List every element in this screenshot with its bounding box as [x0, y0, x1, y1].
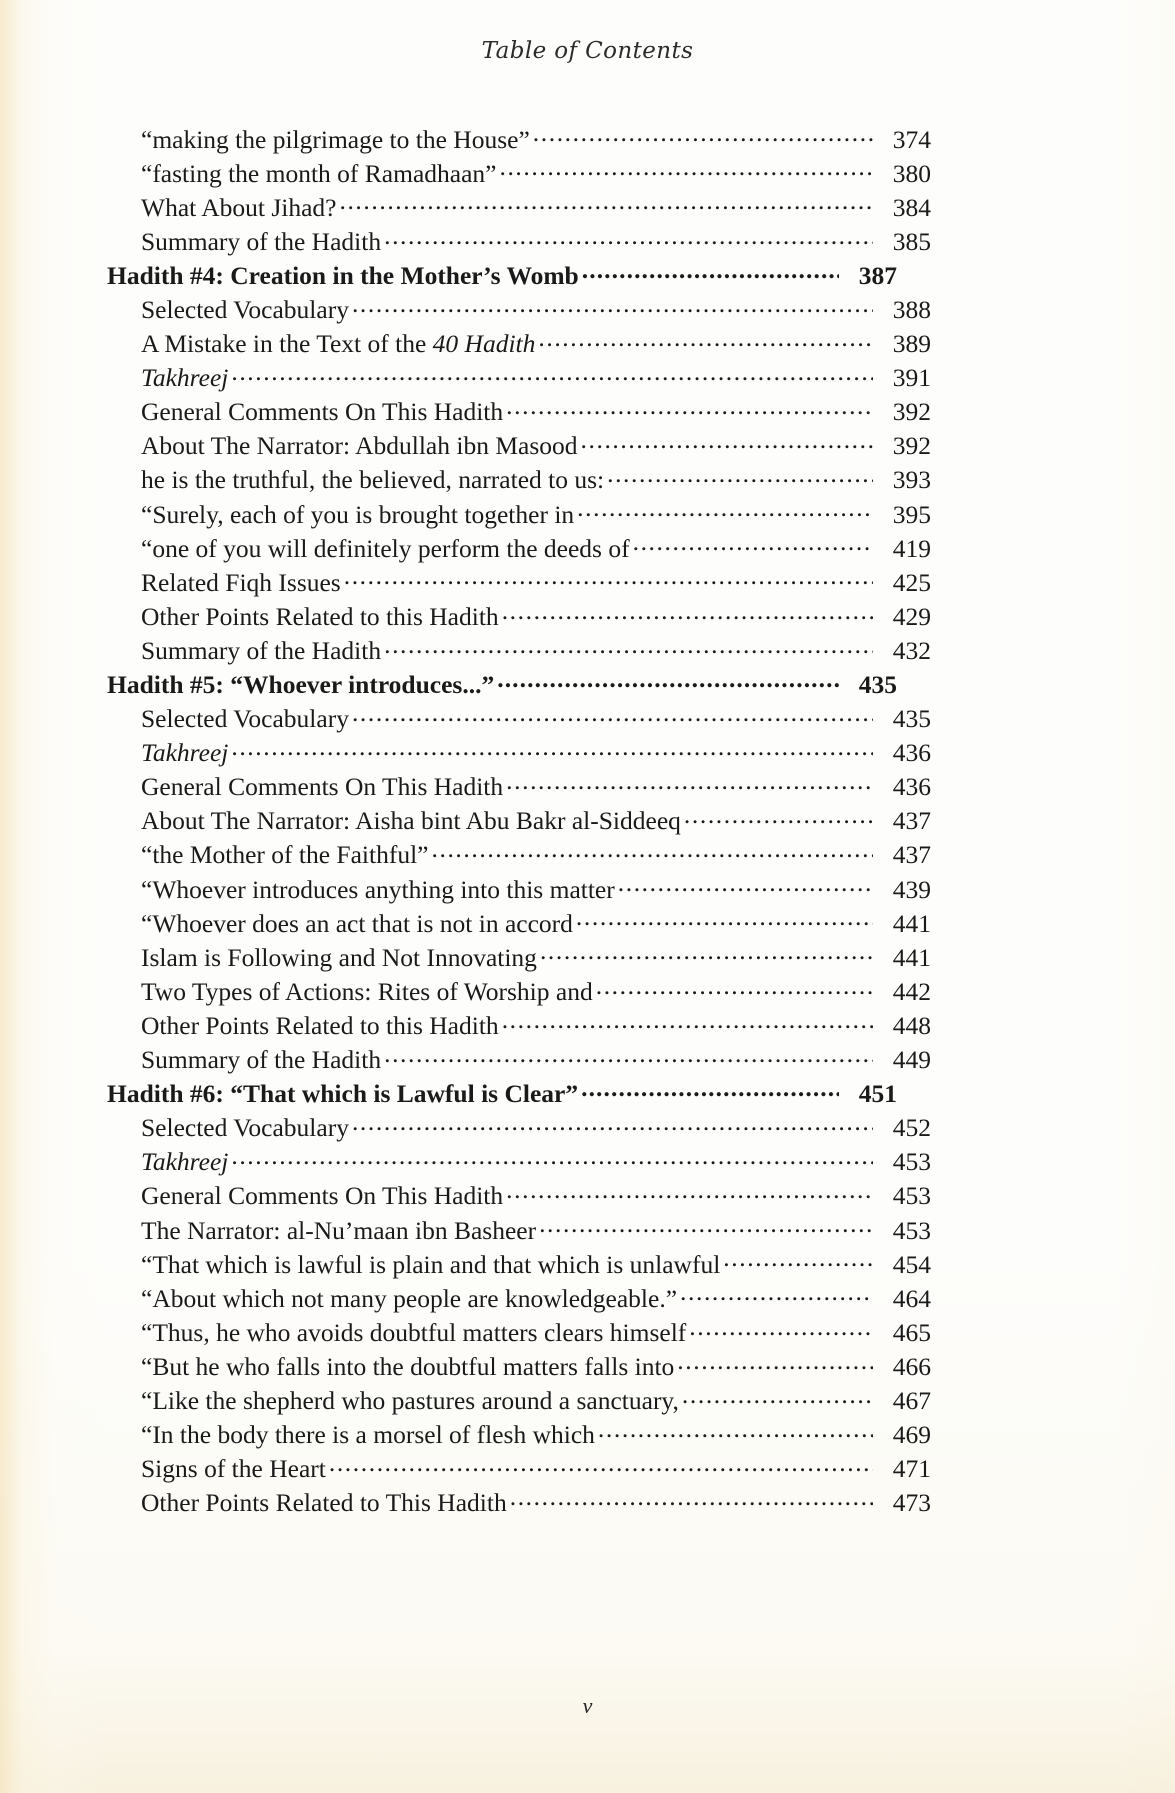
toc-entry-label: “Whoever does an act that is not in accord — [141, 908, 573, 938]
toc-page-number: 439 — [892, 874, 931, 904]
toc-entry[interactable] — [141, 531, 931, 565]
toc-dot-leader — [576, 906, 873, 932]
toc-entry-label: Hadith #6: “That which is Lawful is Clear” — [107, 1079, 579, 1109]
toc-dot-leader — [506, 395, 873, 421]
toc-dot-leader — [539, 1213, 873, 1239]
toc-entry-label: Signs of the Heart — [141, 1454, 326, 1484]
toc-dot-leader — [596, 974, 873, 1000]
toc-entry-label: “In the body there is a morsel of flesh which — [141, 1420, 595, 1450]
toc-entry-label: “Whoever introduces anything into this matter — [141, 874, 615, 904]
toc-page-number: 389 — [892, 329, 931, 359]
toc-entry-label: Summary of the Hadith — [141, 1045, 382, 1075]
toc-dot-leader — [581, 429, 873, 455]
toc-entry[interactable] — [141, 599, 931, 633]
toc-page-number: 436 — [892, 772, 931, 802]
toc-entry-label: “That which is lawful is plain and that which is unlawful — [141, 1249, 721, 1279]
toc-dot-leader — [510, 1486, 873, 1512]
toc-entry[interactable] — [141, 633, 931, 667]
toc-page-number: 473 — [892, 1488, 931, 1518]
toc-page-number: 425 — [892, 567, 931, 597]
toc-dot-leader — [581, 1077, 839, 1103]
toc-page-number: 391 — [892, 363, 931, 393]
toc-entry[interactable] — [141, 1145, 931, 1179]
toc-entry[interactable] — [141, 1008, 931, 1042]
toc-entry[interactable] — [141, 1383, 931, 1417]
toc-entry-label: Hadith #4: Creation in the Mother’s Womb — [107, 260, 579, 290]
toc-page-number: 454 — [892, 1249, 931, 1279]
toc-entry-label: Islam is Following and Not Innovating — [141, 942, 537, 972]
toc-page-number: 467 — [892, 1385, 931, 1415]
toc-entry[interactable] — [141, 190, 931, 224]
toc-entry-label: About The Narrator: Aisha bint Abu Bakr al-Siddeeq — [141, 806, 681, 836]
toc-entry-label: Other Points Related to this Hadith — [141, 601, 499, 631]
toc-entry[interactable] — [141, 1043, 931, 1077]
toc-page-number: 441 — [892, 942, 931, 972]
toc-entry[interactable] — [141, 1452, 931, 1486]
toc-dot-leader — [384, 224, 873, 250]
toc-page-number: 384 — [892, 192, 931, 222]
toc-entry[interactable] — [141, 1179, 931, 1213]
toc-entry-label: “About which not many people are knowledgeable.” — [141, 1283, 678, 1313]
toc-entry[interactable] — [141, 804, 931, 838]
toc-page-number: 395 — [892, 499, 931, 529]
toc-dot-leader — [352, 1111, 873, 1137]
toc-entry-label: “Surely, each of you is brought together in — [141, 499, 575, 529]
toc-page-number: 429 — [892, 601, 931, 631]
toc-entry-label: Hadith #5: “Whoever introduces...” — [107, 670, 495, 699]
toc-dot-leader — [502, 1008, 873, 1034]
toc-dot-leader — [633, 531, 873, 557]
toc-page-number: 432 — [892, 635, 931, 665]
toc-entry[interactable] — [141, 565, 931, 599]
toc-entry-label: Selected Vocabulary — [141, 1113, 349, 1143]
toc-page-number: 449 — [892, 1045, 931, 1075]
toc-dot-leader — [506, 770, 873, 796]
toc-entry[interactable] — [141, 327, 931, 361]
toc-entry[interactable] — [141, 974, 931, 1008]
toc-page-number: 441 — [892, 908, 931, 938]
toc-page-number: 437 — [892, 840, 931, 870]
toc-entry-label: What About Jihad? — [141, 192, 337, 222]
toc-dot-leader — [607, 463, 873, 489]
toc-entry-label: General Comments On This Hadith — [141, 1181, 504, 1211]
toc-page-number: 392 — [892, 397, 931, 427]
toc-page-number: 385 — [892, 226, 931, 256]
toc-entry-label: “one of you will definitely perform the deeds of — [141, 533, 630, 563]
toc-entry[interactable] — [141, 1315, 931, 1349]
toc-dot-leader — [618, 872, 873, 898]
toc-section-heading[interactable] — [107, 1077, 897, 1111]
table-of-contents-list — [107, 122, 931, 1520]
toc-page-number: 448 — [892, 1010, 931, 1040]
toc-dot-leader — [502, 599, 873, 625]
toc-entry-label — [141, 327, 537, 361]
toc-entry[interactable] — [141, 1418, 931, 1452]
toc-dot-leader — [352, 702, 873, 728]
toc-entry[interactable] — [141, 940, 931, 974]
toc-dot-leader — [231, 361, 873, 387]
toc-dot-leader — [339, 190, 873, 216]
toc-page-number: 437 — [892, 806, 931, 836]
toc-entry[interactable] — [141, 1281, 931, 1315]
toc-entry[interactable] — [141, 1486, 931, 1520]
toc-dot-leader — [384, 1043, 873, 1069]
page-folio-number: v — [582, 1693, 593, 1718]
toc-entry[interactable] — [141, 292, 931, 326]
toc-page-number: 452 — [892, 1113, 931, 1143]
toc-page-number: 435 — [892, 704, 931, 734]
toc-entry[interactable] — [141, 361, 931, 395]
toc-entry[interactable] — [141, 156, 931, 190]
toc-entry-label-text: A Mistake in the Text of the — [141, 329, 433, 359]
toc-dot-leader — [577, 497, 873, 523]
toc-dot-leader — [723, 1247, 873, 1273]
toc-entry-label: “Like the shepherd who pastures around a sanctuary, — [141, 1385, 679, 1415]
toc-dot-leader — [432, 838, 874, 864]
toc-entry[interactable] — [141, 395, 931, 429]
toc-entry-label: “Thus, he who avoids doubtful matters clears himself — [141, 1317, 687, 1347]
toc-entry[interactable] — [141, 702, 931, 736]
toc-entry-label: General Comments On This Hadith — [141, 397, 504, 427]
toc-entry[interactable] — [141, 1213, 931, 1247]
toc-dot-leader — [499, 156, 873, 182]
toc-entry-label: General Comments On This Hadith — [141, 772, 504, 802]
toc-page-number: 388 — [892, 294, 931, 324]
toc-dot-leader — [384, 633, 873, 659]
toc-dot-leader — [231, 1145, 873, 1171]
toc-dot-leader — [533, 122, 873, 148]
toc-page-number: 471 — [892, 1454, 931, 1484]
toc-entry[interactable] — [141, 224, 931, 258]
toc-entry-label: “But he who falls into the doubtful matters falls into — [141, 1351, 675, 1381]
toc-entry[interactable] — [141, 1111, 931, 1145]
toc-dot-leader — [344, 565, 873, 591]
toc-dot-leader — [582, 258, 839, 284]
toc-dot-leader — [506, 1179, 873, 1205]
toc-dot-leader — [689, 1315, 873, 1341]
toc-entry[interactable] — [141, 736, 931, 770]
toc-page-number: 453 — [892, 1181, 931, 1211]
toc-entry[interactable] — [141, 122, 931, 156]
toc-section-heading[interactable] — [107, 258, 897, 292]
toc-page-number: 453 — [892, 1215, 931, 1245]
toc-page-number: 380 — [892, 158, 931, 188]
toc-entry-label: Summary of the Hadith — [141, 226, 382, 256]
toc-dot-leader — [231, 736, 873, 762]
toc-entry-label-italic: 40 Hadith — [432, 329, 536, 359]
toc-entry-label: Takhreej — [141, 1147, 229, 1177]
toc-dot-leader — [684, 804, 873, 830]
toc-page-number: 451 — [858, 1079, 897, 1109]
toc-entry[interactable] — [141, 838, 931, 872]
toc-dot-leader — [598, 1418, 873, 1444]
toc-entry-label: Takhreej — [141, 363, 229, 393]
toc-entry-label: Other Points Related to this Hadith — [141, 1010, 499, 1040]
toc-entry[interactable] — [141, 1349, 931, 1383]
toc-entry-label: Two Types of Actions: Rites of Worship and — [141, 976, 593, 1006]
toc-entry-label: Summary of the Hadith — [141, 635, 382, 665]
toc-dot-leader — [682, 1383, 873, 1409]
toc-dot-leader — [677, 1349, 873, 1375]
toc-page-number: 442 — [892, 976, 931, 1006]
toc-entry[interactable] — [141, 463, 931, 497]
toc-entry[interactable] — [141, 1247, 931, 1281]
toc-entry-label: “fasting the month of Ramadhaan” — [141, 158, 497, 188]
toc-dot-leader — [329, 1452, 873, 1478]
toc-entry-label: About The Narrator: Abdullah ibn Masood — [141, 431, 578, 461]
toc-entry[interactable] — [141, 497, 931, 531]
toc-page-number: 453 — [892, 1147, 931, 1177]
toc-entry[interactable] — [141, 429, 931, 463]
toc-entry-label: Takhreej — [141, 738, 229, 768]
toc-page-number: 387 — [858, 260, 897, 290]
toc-dot-leader — [680, 1281, 873, 1307]
toc-page-number: 469 — [892, 1420, 931, 1450]
toc-page-number: 465 — [892, 1317, 931, 1347]
toc-entry-label: Selected Vocabulary — [141, 294, 349, 324]
toc-page-number: 374 — [892, 124, 931, 154]
toc-page-number: 419 — [892, 533, 931, 563]
toc-entry[interactable] — [141, 872, 931, 906]
toc-entry[interactable] — [141, 770, 931, 804]
toc-entry-label: Related Fiqh Issues — [141, 567, 341, 597]
toc-entry-label: “making the pilgrimage to the House” — [141, 124, 530, 154]
toc-page-number: 464 — [892, 1283, 931, 1313]
toc-page-number: 435 — [858, 670, 897, 699]
toc-dot-leader — [538, 327, 873, 353]
toc-entry-label: he is the truthful, the believed, narrated to us: — [141, 465, 605, 495]
toc-entry[interactable] — [141, 906, 931, 940]
toc-page-number: 393 — [892, 465, 931, 495]
running-head-title: Table of Contents — [481, 38, 694, 64]
toc-entry-label: Selected Vocabulary — [141, 704, 349, 734]
toc-dot-leader — [352, 292, 873, 318]
toc-entry-label: Other Points Related to This Hadith — [141, 1488, 507, 1518]
toc-page-number: 466 — [892, 1351, 931, 1381]
toc-section-heading[interactable] — [107, 668, 897, 702]
toc-dot-leader — [540, 940, 873, 966]
toc-page-number: 436 — [892, 738, 931, 768]
toc-entry-label: “the Mother of the Faithful” — [141, 840, 429, 870]
toc-page-number: 392 — [892, 431, 931, 461]
toc-entry-label: The Narrator: al-Nu’maan ibn Basheer — [141, 1215, 537, 1245]
toc-dot-leader — [497, 668, 839, 694]
